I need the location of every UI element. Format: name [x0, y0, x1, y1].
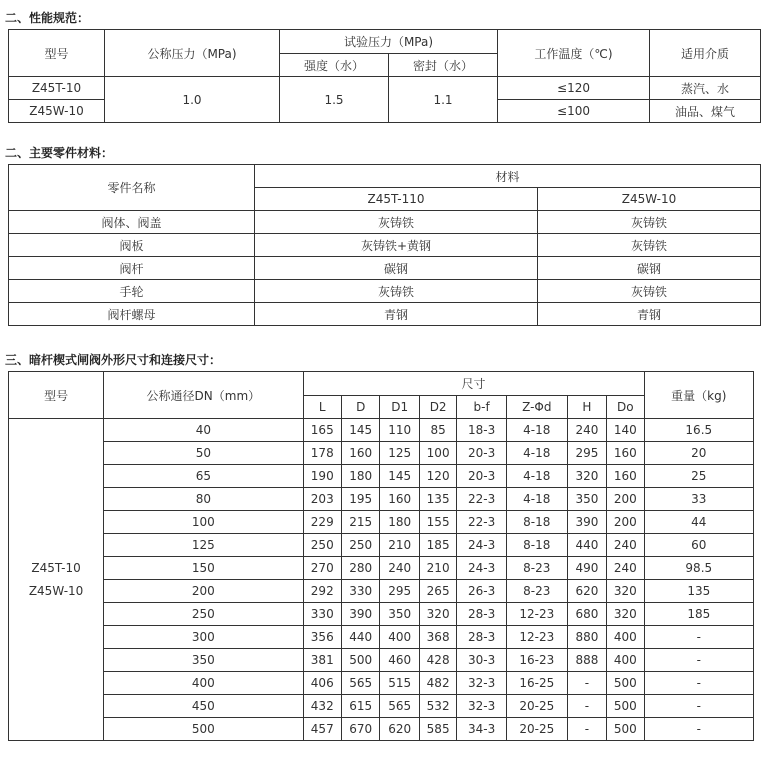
weight-cell: 44	[644, 511, 753, 534]
dim-cell: 8-18	[506, 534, 567, 557]
dim-cell: 615	[341, 695, 379, 718]
part-name-cell: 阀杆螺母	[9, 303, 255, 326]
table-row	[9, 626, 754, 649]
dim-cell: 565	[341, 672, 379, 695]
header-seal: 密封（水）	[389, 54, 498, 77]
table-row	[9, 695, 754, 718]
dim-cell: 390	[341, 603, 379, 626]
nominal-diameter-cell: 100	[104, 511, 303, 534]
dim-cell: 368	[419, 626, 456, 649]
dim-cell: 135	[419, 488, 456, 511]
dim-cell: 888	[567, 649, 606, 672]
dim-cell: 457	[303, 718, 341, 741]
dim-cell: 30-3	[457, 649, 507, 672]
dim-cell: 381	[303, 649, 341, 672]
header-dim-col: b-f	[457, 396, 507, 419]
table-header-row	[9, 165, 761, 188]
dim-cell: 400	[380, 626, 419, 649]
materials-table	[8, 164, 761, 326]
part-name-cell: 阀体、阀盖	[9, 211, 255, 234]
dim-cell: 4-18	[506, 419, 567, 442]
table-row	[9, 649, 754, 672]
strength-cell: 1.5	[280, 77, 389, 123]
table-row	[9, 211, 761, 234]
header-dim-col: H	[567, 396, 606, 419]
table-row	[9, 257, 761, 280]
dim-cell: 34-3	[457, 718, 507, 741]
dim-cell: 24-3	[457, 534, 507, 557]
dim-cell: 180	[380, 511, 419, 534]
table-header-row	[9, 372, 754, 396]
nominal-diameter-cell: 250	[104, 603, 303, 626]
weight-cell: 185	[644, 603, 753, 626]
dim-cell: 160	[380, 488, 419, 511]
header-model-a: Z45T-110	[255, 188, 538, 211]
dim-cell: 160	[607, 442, 644, 465]
table-row	[9, 488, 754, 511]
weight-cell: -	[644, 649, 753, 672]
dim-cell: 12-23	[506, 603, 567, 626]
header-dim-col: L	[303, 396, 341, 419]
header-dim-col: Do	[607, 396, 644, 419]
model-cell: Z45T-10	[9, 77, 105, 100]
dim-cell: 229	[303, 511, 341, 534]
dim-cell: 185	[419, 534, 456, 557]
dim-cell: 203	[303, 488, 341, 511]
dim-cell: 22-3	[457, 511, 507, 534]
dim-cell: 280	[341, 557, 379, 580]
nominal-diameter-cell: 500	[104, 718, 303, 741]
dim-cell: 320	[567, 465, 606, 488]
model-cell: Z45W-10	[9, 100, 105, 123]
material-b-cell: 灰铸铁	[538, 234, 761, 257]
dim-cell: 440	[567, 534, 606, 557]
dim-cell: 28-3	[457, 626, 507, 649]
weight-cell: 16.5	[644, 419, 753, 442]
dim-cell: 22-3	[457, 488, 507, 511]
nominal-diameter-cell: 150	[104, 557, 303, 580]
dim-cell: 350	[380, 603, 419, 626]
header-nominal-diameter: 公称通径DN（mm）	[104, 372, 303, 419]
dim-cell: 320	[607, 603, 644, 626]
dim-cell: 160	[341, 442, 379, 465]
dim-cell: 20-3	[457, 442, 507, 465]
dim-cell: 292	[303, 580, 341, 603]
dim-cell: 85	[419, 419, 456, 442]
nominal-diameter-cell: 300	[104, 626, 303, 649]
part-name-cell: 手轮	[9, 280, 255, 303]
nominal-diameter-cell: 40	[104, 419, 303, 442]
header-model: 型号	[9, 30, 105, 77]
dimensions-body	[9, 419, 754, 741]
dim-cell: 265	[419, 580, 456, 603]
table-row	[9, 303, 761, 326]
dim-cell: 18-3	[457, 419, 507, 442]
material-a-cell: 灰铸铁	[255, 211, 538, 234]
medium-cell: 蒸汽、水	[650, 77, 761, 100]
header-dim-col: D	[341, 396, 379, 419]
dim-cell: 20-25	[506, 718, 567, 741]
weight-cell: 98.5	[644, 557, 753, 580]
material-b-cell: 灰铸铁	[538, 211, 761, 234]
dim-cell: 200	[607, 488, 644, 511]
table-row	[9, 442, 754, 465]
weight-cell: 33	[644, 488, 753, 511]
temperature-cell: ≤100	[498, 100, 650, 123]
dim-cell: 8-23	[506, 557, 567, 580]
weight-cell: 135	[644, 580, 753, 603]
dim-cell: 295	[567, 442, 606, 465]
model-cell	[9, 419, 104, 741]
nominal-diameter-cell: 50	[104, 442, 303, 465]
part-name-cell: 阀杆	[9, 257, 255, 280]
dim-cell: 195	[341, 488, 379, 511]
dim-cell: 210	[380, 534, 419, 557]
dim-cell: 320	[419, 603, 456, 626]
dim-cell: -	[567, 718, 606, 741]
dim-cell: 145	[380, 465, 419, 488]
nominal-diameter-cell: 200	[104, 580, 303, 603]
performance-spec-table	[8, 29, 761, 123]
dim-cell: 178	[303, 442, 341, 465]
dim-cell: 532	[419, 695, 456, 718]
seal-cell: 1.1	[389, 77, 498, 123]
table-row	[9, 77, 761, 100]
dim-cell: 670	[341, 718, 379, 741]
weight-cell: 60	[644, 534, 753, 557]
weight-cell: -	[644, 672, 753, 695]
dim-cell: 240	[567, 419, 606, 442]
table-row	[9, 534, 754, 557]
dim-cell: 12-23	[506, 626, 567, 649]
dim-cell: 16-25	[506, 672, 567, 695]
header-model: 型号	[9, 372, 104, 419]
dim-cell: 110	[380, 419, 419, 442]
dim-cell: 120	[419, 465, 456, 488]
material-a-cell: 灰铸铁+黄钢	[255, 234, 538, 257]
dim-cell: 500	[607, 695, 644, 718]
dim-cell: 295	[380, 580, 419, 603]
dim-cell: 20-25	[506, 695, 567, 718]
section2-title: 二、主要零件材料：	[5, 146, 114, 160]
dim-cell: 250	[341, 534, 379, 557]
dim-cell: 680	[567, 603, 606, 626]
dim-cell: 210	[419, 557, 456, 580]
dim-cell: 145	[341, 419, 379, 442]
dim-cell: 565	[380, 695, 419, 718]
header-temperature: 工作温度（℃)	[498, 30, 650, 77]
dim-cell: 490	[567, 557, 606, 580]
material-a-cell: 碳钢	[255, 257, 538, 280]
header-part-name: 零件名称	[9, 165, 255, 211]
dim-cell: 4-18	[506, 442, 567, 465]
dim-cell: 32-3	[457, 672, 507, 695]
weight-cell: -	[644, 718, 753, 741]
dim-cell: 270	[303, 557, 341, 580]
part-name-cell: 阀板	[9, 234, 255, 257]
dim-cell: 8-18	[506, 511, 567, 534]
dim-cell: 390	[567, 511, 606, 534]
model-name: Z45T-10	[31, 560, 81, 575]
header-model-b: Z45W-10	[538, 188, 761, 211]
table-row	[9, 718, 754, 741]
dim-cell: 432	[303, 695, 341, 718]
header-dim-col: Z-Φd	[506, 396, 567, 419]
dim-cell: 200	[607, 511, 644, 534]
dim-cell: 165	[303, 419, 341, 442]
table-row	[9, 511, 754, 534]
dim-cell: 515	[380, 672, 419, 695]
material-a-cell: 灰铸铁	[255, 280, 538, 303]
header-dim-col: D2	[419, 396, 456, 419]
header-strength: 强度（水）	[280, 54, 389, 77]
weight-cell: 25	[644, 465, 753, 488]
dim-cell: 406	[303, 672, 341, 695]
dim-cell: 190	[303, 465, 341, 488]
dim-cell: 125	[380, 442, 419, 465]
dim-cell: 500	[607, 672, 644, 695]
table-row	[9, 603, 754, 626]
dim-cell: 585	[419, 718, 456, 741]
dim-cell: 240	[607, 557, 644, 580]
header-nominal-pressure: 公称压力（MPa)	[105, 30, 280, 77]
model-name: Z45W-10	[28, 583, 84, 598]
section1-title: 二、性能规范：	[5, 11, 90, 25]
dim-cell: 32-3	[457, 695, 507, 718]
medium-cell: 油品、煤气	[650, 100, 761, 123]
table-row	[9, 580, 754, 603]
dim-cell: 620	[567, 580, 606, 603]
nominal-pressure-cell: 1.0	[105, 77, 280, 123]
table-row	[9, 465, 754, 488]
nominal-diameter-cell: 400	[104, 672, 303, 695]
dim-cell: 24-3	[457, 557, 507, 580]
dim-cell: 215	[341, 511, 379, 534]
dim-cell: 482	[419, 672, 456, 695]
dim-cell: 140	[607, 419, 644, 442]
dim-cell: 320	[607, 580, 644, 603]
header-weight: 重量（kg)	[644, 372, 753, 419]
dim-cell: 4-18	[506, 465, 567, 488]
nominal-diameter-cell: 65	[104, 465, 303, 488]
dim-cell: 16-23	[506, 649, 567, 672]
dim-cell: 28-3	[457, 603, 507, 626]
header-test-pressure: 试验压力（MPa)	[280, 30, 498, 54]
dim-cell: 26-3	[457, 580, 507, 603]
table-row	[9, 419, 754, 442]
table-row	[9, 234, 761, 257]
dim-cell: 500	[607, 718, 644, 741]
materials-body	[9, 211, 761, 326]
nominal-diameter-cell: 125	[104, 534, 303, 557]
dim-cell: 330	[303, 603, 341, 626]
section3-title: 三、暗杆楔式闸阀外形尺寸和连接尺寸：	[5, 353, 222, 367]
dim-cell: 180	[341, 465, 379, 488]
dim-cell: 460	[380, 649, 419, 672]
dim-cell: 240	[607, 534, 644, 557]
header-material: 材料	[255, 165, 761, 188]
nominal-diameter-cell: 350	[104, 649, 303, 672]
dim-cell: 500	[341, 649, 379, 672]
dim-cell: -	[567, 695, 606, 718]
weight-cell: -	[644, 626, 753, 649]
table-row	[9, 672, 754, 695]
weight-cell: -	[644, 695, 753, 718]
nominal-diameter-cell: 80	[104, 488, 303, 511]
dim-cell: 440	[341, 626, 379, 649]
temperature-cell: ≤120	[498, 77, 650, 100]
material-b-cell: 碳钢	[538, 257, 761, 280]
dim-cell: 356	[303, 626, 341, 649]
dim-cell: 155	[419, 511, 456, 534]
dim-cell: 880	[567, 626, 606, 649]
header-size: 尺寸	[303, 372, 644, 396]
dim-cell: 8-23	[506, 580, 567, 603]
dimensions-table	[8, 371, 754, 741]
table-row	[9, 557, 754, 580]
dim-cell: 160	[607, 465, 644, 488]
dim-cell: 250	[303, 534, 341, 557]
dim-cell: -	[567, 672, 606, 695]
material-a-cell: 青钢	[255, 303, 538, 326]
dim-cell: 4-18	[506, 488, 567, 511]
material-b-cell: 灰铸铁	[538, 280, 761, 303]
weight-cell: 20	[644, 442, 753, 465]
dim-cell: 20-3	[457, 465, 507, 488]
dim-cell: 240	[380, 557, 419, 580]
material-b-cell: 青钢	[538, 303, 761, 326]
dim-cell: 428	[419, 649, 456, 672]
dim-cell: 100	[419, 442, 456, 465]
dim-cell: 350	[567, 488, 606, 511]
table-header-row	[9, 30, 761, 54]
nominal-diameter-cell: 450	[104, 695, 303, 718]
table-row	[9, 280, 761, 303]
dim-cell: 620	[380, 718, 419, 741]
dim-cell: 400	[607, 626, 644, 649]
header-medium: 适用介质	[650, 30, 761, 77]
header-dim-col: D1	[380, 396, 419, 419]
dim-cell: 400	[607, 649, 644, 672]
dim-cell: 330	[341, 580, 379, 603]
